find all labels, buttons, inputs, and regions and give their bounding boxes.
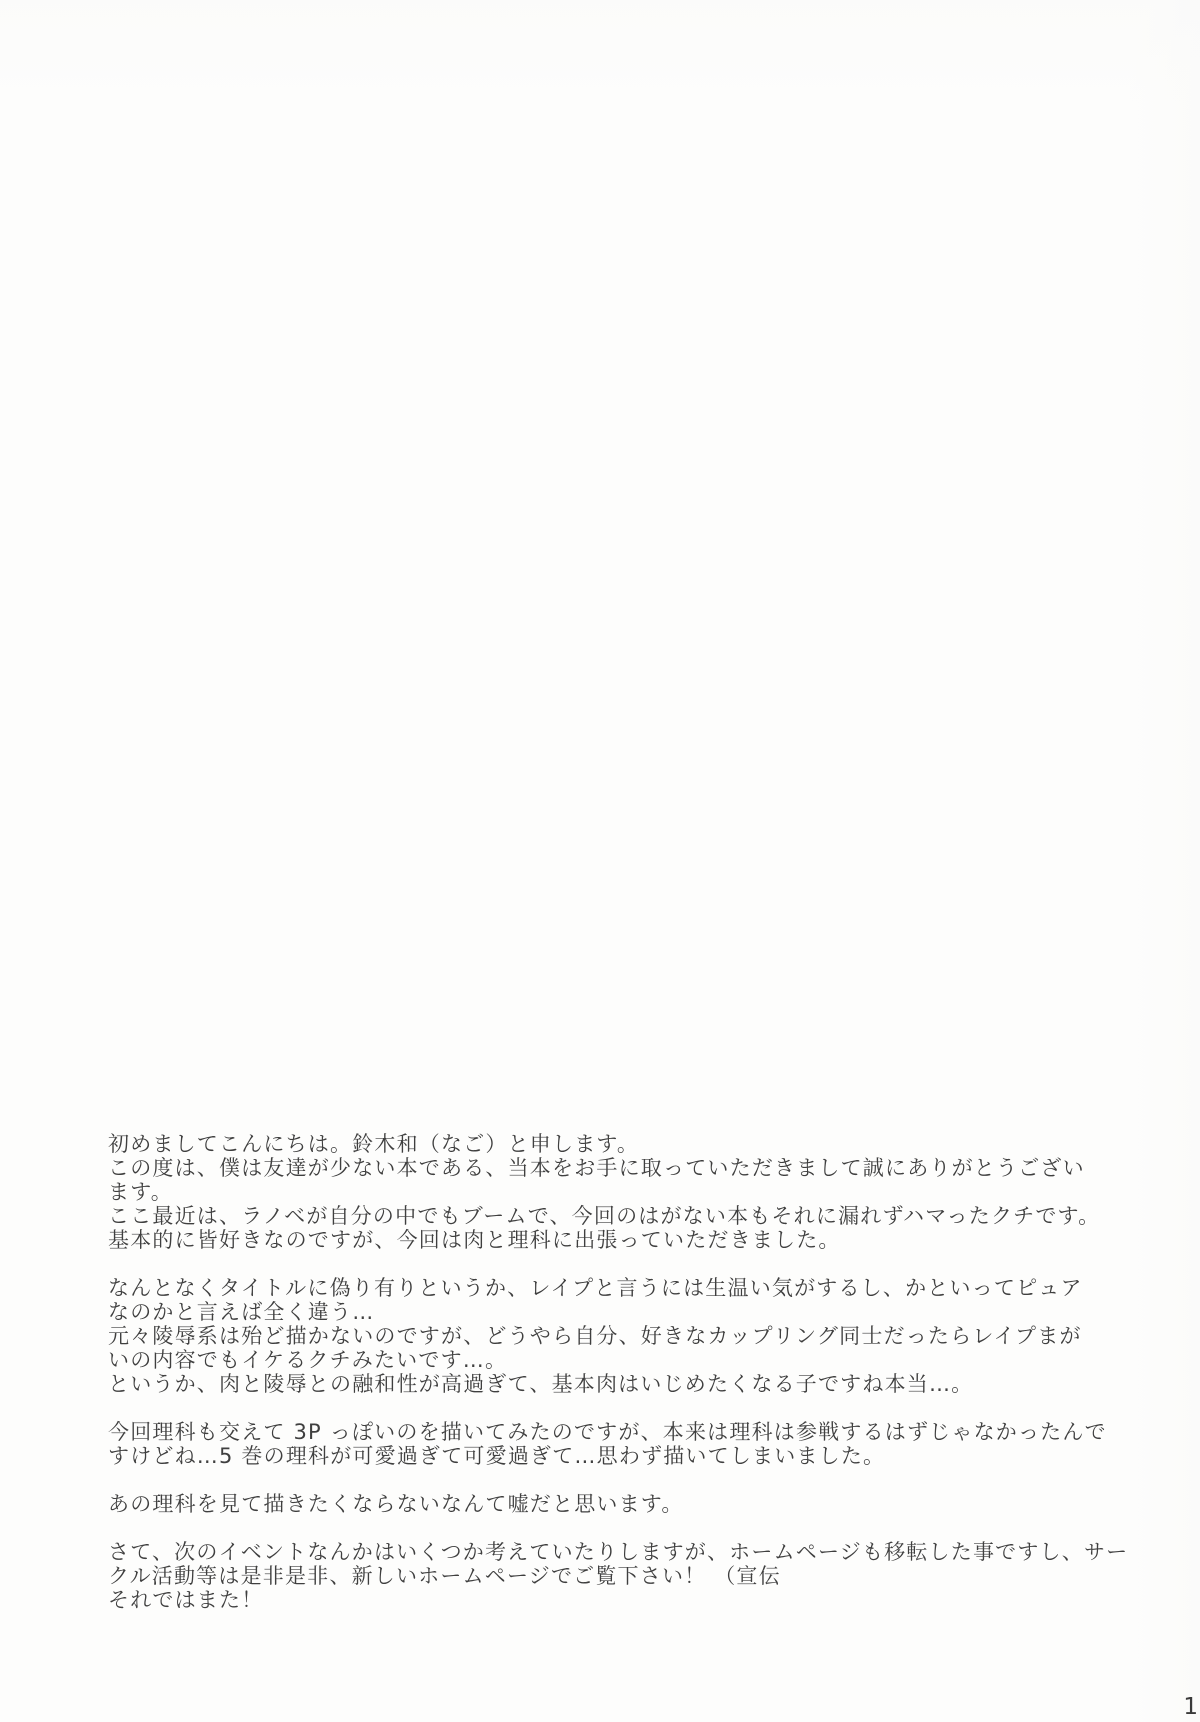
afterword-line: あの理科を見て描きたくならないなんて嘘だと思います。 — [108, 1492, 684, 1516]
afterword-line — [108, 1252, 1098, 1276]
afterword-line: クル活動等は是非是非、新しいホームページでご覧下さい！ （宣伝 — [108, 1564, 781, 1588]
page-number: 1 — [1183, 1694, 1198, 1720]
afterword-text-block — [108, 1132, 1129, 1612]
afterword-line: というか、肉と陵辱との融和性が高過ぎて、基本肉はいじめたくなる子ですね本当…。 — [108, 1372, 974, 1396]
afterword-line — [108, 1468, 1098, 1492]
afterword-line: なのかと言えば全く違う… — [108, 1300, 375, 1324]
afterword-line: ここ最近は、ラノベが自分の中でもブームで、今回のはがない本もそれに漏れずハマったクチです。 — [108, 1204, 1101, 1228]
afterword-line: なんとなくタイトルに偽り有りというか、レイプと言うには生温い気がするし、かといってピュア — [108, 1276, 1083, 1300]
afterword-line — [108, 1516, 1098, 1540]
afterword-line: 今回理科も交えて 3P っぽいのを描いてみたのですが、本来は理科は参戦するはずじゃなかったんで — [108, 1420, 1107, 1444]
afterword-line: 初めましてこんにちは。鈴木和（なご）と申します。 — [108, 1132, 640, 1156]
afterword-line — [108, 1396, 1098, 1420]
afterword-line: すけどね…5 巻の理科が可愛過ぎて可愛過ぎて…思わず描いてしまいました。 — [108, 1444, 886, 1468]
afterword-line: いの内容でもイケるクチみたいです…。 — [108, 1348, 508, 1372]
afterword-line: この度は、僕は友達が少ない本である、当本をお手に取っていただきまして誠にありがとうござい — [108, 1156, 1085, 1180]
afterword-line: ます。 — [108, 1180, 173, 1204]
afterword-line: 基本的に皆好きなのですが、今回は肉と理科に出張っていただきました。 — [108, 1228, 841, 1252]
afterword-line: それではまた！ — [108, 1588, 264, 1612]
afterword-line: 元々陵辱系は殆ど描かないのですが、どうやら自分、好きなカップリング同士だったらレイプまが — [108, 1324, 1082, 1348]
afterword-line: さて、次のイベントなんかはいくつか考えていたりしますが、ホームページも移転した事ですし、サー — [108, 1540, 1129, 1564]
